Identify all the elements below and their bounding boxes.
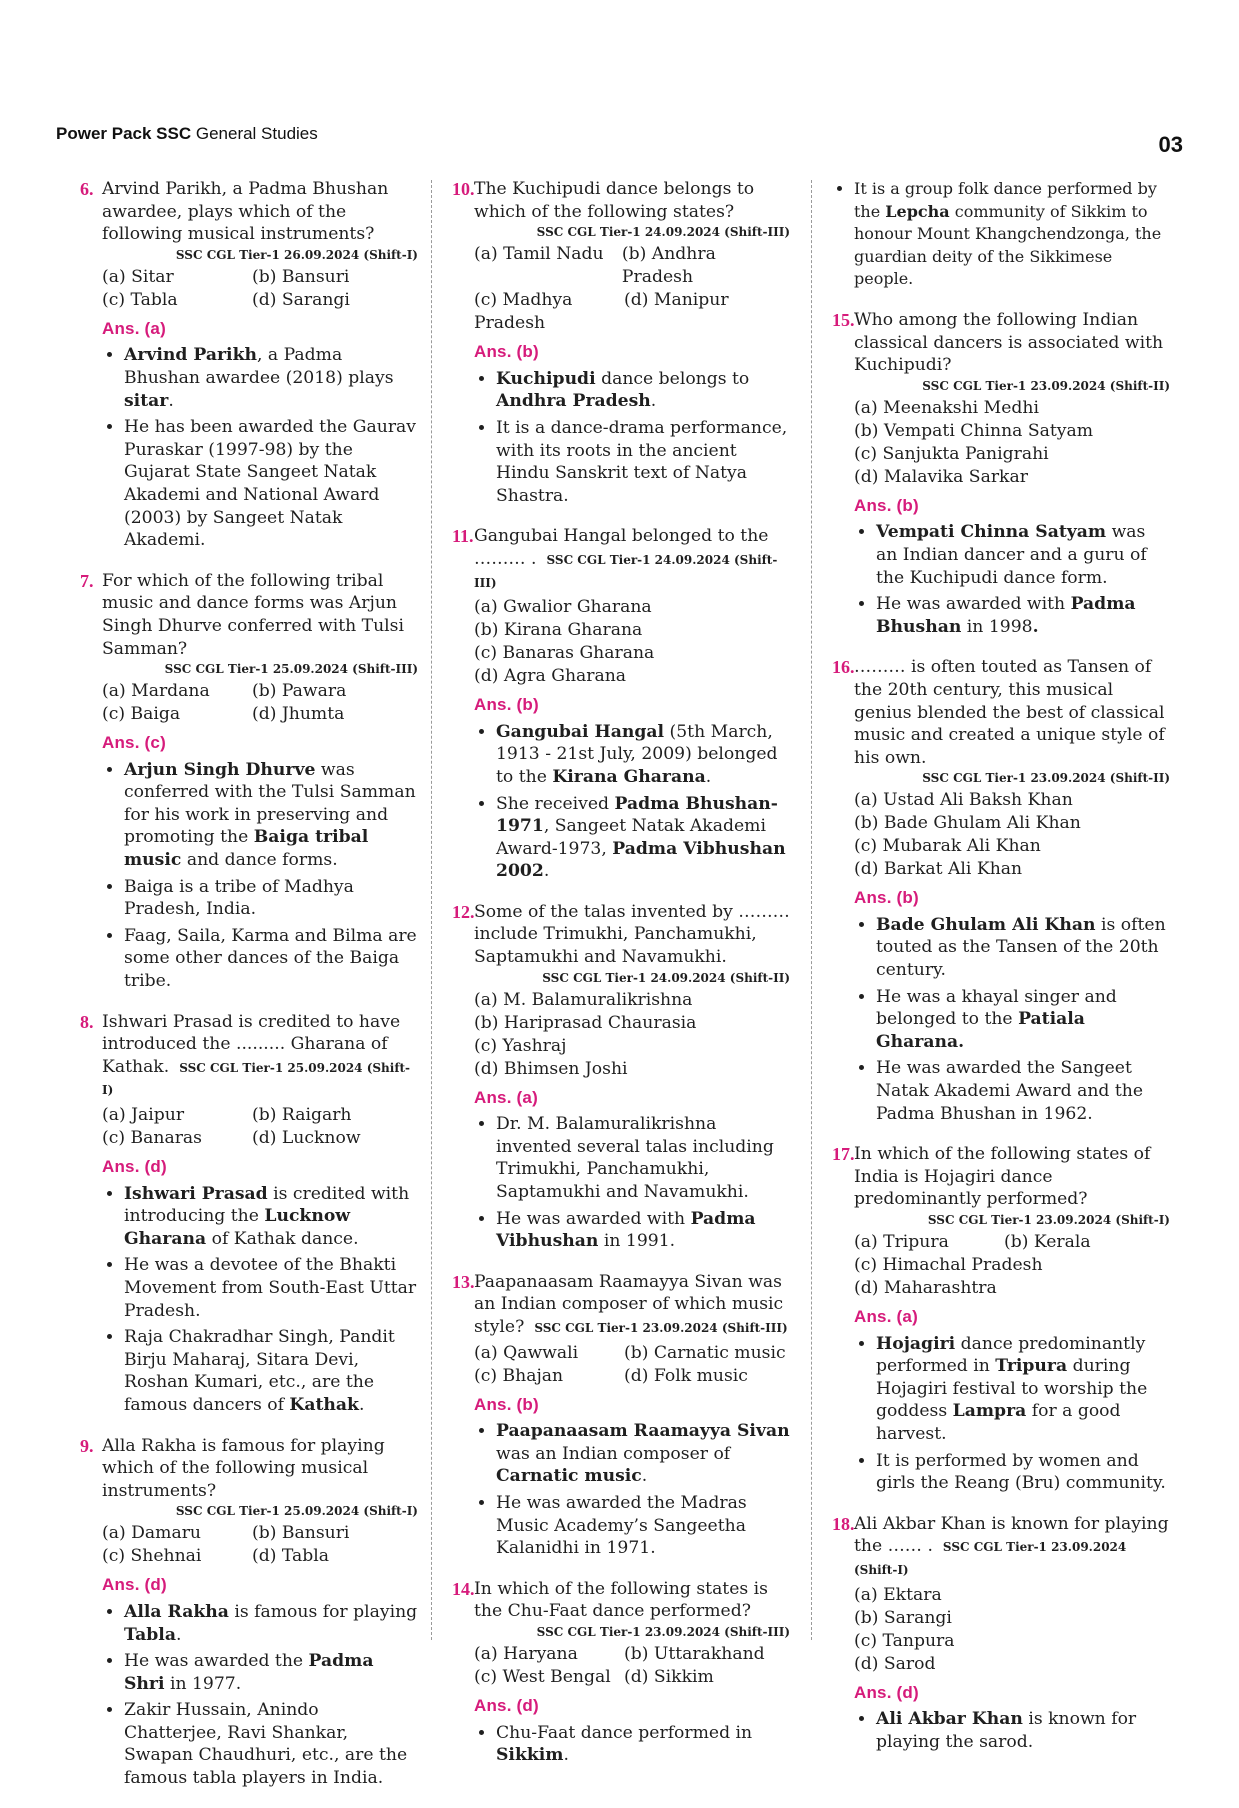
question-block	[80, 178, 418, 552]
question-block	[452, 525, 790, 883]
question-number: 12.	[452, 901, 475, 922]
explanation-list	[854, 914, 1170, 1125]
option: (d) Folk music	[624, 1365, 748, 1386]
option: (d) Sikkim	[624, 1666, 714, 1687]
question-text-body: Who among the following Indian classical dancers is associated with Kuchipudi?	[854, 309, 1164, 376]
question-text	[474, 901, 790, 986]
explanation-list	[102, 1183, 418, 1417]
option: (c) Banaras Gharana	[474, 643, 655, 664]
explanation-point: • Baiga is a tribe of Madhya Pradesh, India.	[124, 876, 418, 921]
explanation-list	[102, 1601, 418, 1790]
question-text-body: Ishwari Prasad is credited to have introduced the ......... Gharana of Kathak.	[102, 1011, 401, 1077]
page-number: 03	[1158, 132, 1183, 157]
exam-source: SSC CGL Tier-1 23.09.2024 (Shift-II)	[922, 378, 1170, 393]
answer-label: Ans. (a)	[102, 318, 166, 338]
option: (d) Agra Gharana	[474, 666, 627, 687]
option: (a) Ustad Ali Baksh Khan	[854, 790, 1073, 811]
question-block	[452, 1271, 790, 1560]
question-number: 16.	[832, 657, 855, 678]
options	[102, 1522, 418, 1568]
option: (c) Banaras	[102, 1128, 202, 1148]
exam-source: SSC CGL Tier-1 26.09.2024 (Shift-I)	[175, 247, 418, 262]
option-row	[474, 289, 790, 335]
explanation-list	[102, 759, 418, 993]
explanation-list	[102, 344, 418, 551]
explanation-point: • Gangubai Hangal (5th March, 1913 - 21st July, 2009) belonged to the Kirana Gharana.	[496, 721, 790, 789]
option: (d) Sarod	[854, 1653, 936, 1674]
answer-label: Ans. (a)	[474, 1087, 538, 1107]
explanation-point: • Vempati Chinna Satyam was an Indian dancer and a guru of the Kuchipudi dance form.	[876, 521, 1170, 589]
explanation-list	[474, 1722, 790, 1767]
column-middle	[452, 178, 790, 1771]
option: (a) Haryana	[474, 1643, 578, 1664]
option: (d) Maharashtra	[854, 1278, 997, 1298]
option-row	[854, 1231, 1170, 1254]
exam-source: SSC CGL Tier-1 25.09.2024 (Shift-I)	[102, 1060, 411, 1098]
option-row	[102, 680, 418, 703]
question-number: 9.	[80, 1435, 94, 1456]
explanation-point: • Kuchipudi dance belongs to Andhra Pradesh.	[496, 368, 790, 413]
options	[474, 989, 790, 1081]
option-row	[474, 243, 790, 289]
answer-label: Ans. (a)	[854, 1307, 918, 1326]
option: (b) Raigarh	[252, 1105, 352, 1125]
explanation-point: • Chu-Faat dance performed in Sikkim.	[496, 1722, 790, 1767]
exam-source: SSC CGL Tier-1 23.09.2024 (Shift-II)	[922, 771, 1170, 786]
subject-name: General Studies	[195, 124, 318, 143]
answer-label: Ans. (d)	[102, 1157, 167, 1176]
question-text	[854, 1143, 1170, 1228]
exam-source: SSC CGL Tier-1 23.09.2024 (Shift-I)	[927, 1213, 1170, 1227]
explanation-point: • It is a dance-drama performance, with its roots in the ancient Hindu Sanskrit text of Natya Shastra.	[496, 417, 790, 507]
option: (c) Sanjukta Panigrahi	[854, 443, 1049, 464]
option-row	[102, 1545, 418, 1568]
answer-label: Ans. (d)	[102, 1575, 167, 1595]
column-divider	[811, 180, 812, 1640]
option-row	[102, 1522, 418, 1545]
explanation-list	[474, 721, 790, 883]
explanation-point: • He was awarded the Sangeet Natak Akademi Award and the Padma Bhushan in 1962.	[876, 1057, 1170, 1125]
option: (a) Meenakshi Medhi	[854, 397, 1039, 418]
question-number: 13.	[452, 1271, 475, 1292]
answer-label: Ans. (b)	[474, 695, 539, 715]
explanation-list	[474, 368, 790, 508]
question-number: 18.	[832, 1513, 855, 1534]
option: (a) Gwalior Gharana	[474, 597, 652, 618]
option: (c) Tanpura	[854, 1630, 955, 1651]
options	[474, 243, 790, 335]
option-row	[474, 1365, 790, 1388]
answer-label: Ans. (d)	[474, 1695, 539, 1715]
question-block	[832, 1143, 1170, 1495]
explanation-point: • Paapanaasam Raamayya Sivan was an Indian composer of Carnatic music.	[496, 1420, 790, 1488]
question-block	[80, 570, 418, 993]
option: (b) Andhra Pradesh	[621, 244, 716, 288]
explanation-point: • She received Padma Bhushan-1971, Sangeet Natak Akademi Award-1973, Padma Vibhushan 2002.	[496, 793, 790, 883]
question-number: 14.	[452, 1578, 475, 1599]
question-number: 10.	[452, 179, 475, 199]
question-text	[474, 178, 790, 240]
question-text-body: In which of the following states of India is Hojagiri dance predominantly performed?	[854, 1144, 1151, 1210]
column-divider	[431, 180, 432, 1640]
question-text	[854, 656, 1170, 786]
question-text	[102, 1011, 418, 1101]
option: (a) Qawwali	[474, 1342, 579, 1363]
exam-source: SSC CGL Tier-1 24.09.2024 (Shift-II)	[542, 970, 790, 985]
option-row	[102, 1104, 418, 1127]
column-left	[80, 178, 418, 1808]
question-text	[474, 1578, 790, 1640]
explanation-point: • It is a group folk dance performed by the Lepcha community of Sikkim to honour Mount Khangchendzonga, the guardian deity of the Sikkimese people.	[854, 178, 1170, 291]
explanation-point: • He was a devotee of the Bhakti Movement from South-East Uttar Pradesh.	[124, 1254, 418, 1322]
running-header	[56, 124, 318, 144]
question-number: 17.	[832, 1144, 855, 1165]
option: (b) Kerala	[1004, 1232, 1091, 1252]
explanation-point: • He was awarded with Padma Bhushan in 1998.	[876, 593, 1170, 638]
option: (a) Damaru	[102, 1523, 201, 1544]
exam-source: SSC CGL Tier-1 23.09.2024 (Shift-I)	[854, 1540, 1127, 1577]
option: (a) Mardana	[102, 681, 210, 702]
answer-label: Ans. (d)	[854, 1682, 919, 1702]
question-text-body: Arvind Parikh, a Padma Bhushan awardee, plays which of the following musical instruments?	[102, 179, 389, 245]
explanation-point: • Ali Akbar Khan is known for playing the sarod.	[876, 1708, 1170, 1753]
option: (c) West Bengal	[474, 1666, 611, 1687]
question-text-body: Gangubai Hangal belonged to the ……… .	[474, 526, 769, 569]
exam-source: SSC CGL Tier-1 25.09.2024 (Shift-III)	[164, 662, 418, 677]
explanation-point: • Faag, Saila, Karma and Bilma are some other dances of the Baiga tribe.	[124, 925, 418, 993]
question-text	[102, 1435, 418, 1520]
column-right	[832, 178, 1170, 1771]
explanation-point: • Dr. M. Balamuralikrishna invented several talas including Trimukhi, Panchamukhi, Saptamukhi and Navamukhi.	[496, 1113, 790, 1203]
question-number: 15.	[832, 309, 855, 330]
option: (d) Tabla	[252, 1546, 329, 1567]
option: (a) Tamil Nadu	[474, 244, 604, 265]
question-number: 8.	[80, 1011, 94, 1032]
question-number: 11.	[452, 526, 474, 547]
option: (b) Uttarakhand	[624, 1643, 765, 1664]
options	[474, 1342, 790, 1388]
options	[474, 596, 790, 688]
option: (c) Madhya Pradesh	[474, 290, 573, 334]
option: (d) Sarangi	[252, 289, 350, 310]
question-block	[832, 656, 1170, 1125]
option-row	[102, 289, 418, 312]
question-number: 7.	[80, 570, 94, 591]
option: (b) Bansuri	[252, 1523, 350, 1544]
option: (d) Malavika Sarkar	[854, 466, 1028, 487]
explanation-list	[474, 1420, 790, 1560]
option: (d) Jhumta	[252, 704, 345, 725]
option: (a) Ektara	[854, 1584, 942, 1605]
explanation-point: • Ishwari Prasad is credited with introducing the Lucknow Gharana of Kathak dance.	[124, 1183, 418, 1251]
exam-source: SSC CGL Tier-1 23.09.2024 (Shift-III)	[536, 1624, 790, 1639]
option: (b) Bade Ghulam Ali Khan	[854, 813, 1081, 834]
question-number: 6.	[80, 179, 94, 199]
option: (b) Vempati Chinna Satyam	[854, 420, 1094, 441]
explanation-point: • It is performed by women and girls the Reang (Bru) community.	[876, 1450, 1170, 1495]
option: (d) Barkat Ali Khan	[854, 859, 1023, 880]
question-text-body: ……… is often touted as Tansen of the 20th century, this musical genius blended the best of classical music and created a unique style of his own.	[854, 657, 1165, 768]
option: (d) Bhimsen Joshi	[474, 1058, 628, 1079]
option: (a) M. Balamuralikrishna	[474, 989, 693, 1010]
option: (d) Manipur	[624, 290, 729, 311]
question-text	[102, 570, 418, 677]
question-block	[832, 309, 1170, 638]
exam-source: SSC CGL Tier-1 25.09.2024 (Shift-I)	[175, 1504, 418, 1519]
answer-label: Ans. (b)	[474, 342, 539, 362]
explanation-list	[854, 521, 1170, 638]
explanation-list	[474, 1113, 790, 1253]
option-row	[102, 1127, 418, 1150]
question-text-body: The Kuchipudi dance belongs to which of the following states?	[474, 179, 755, 222]
option: (c) Shehnai	[102, 1546, 202, 1567]
brand-name: Power Pack SSC	[56, 124, 192, 143]
option: (d) Lucknow	[252, 1128, 361, 1148]
explanation-point: • Hojagiri dance predominantly performed in Tripura during Hojagiri festival to worship the goddess Lampra for a good harvest.	[876, 1333, 1170, 1446]
option: (a) Jaipur	[102, 1105, 185, 1125]
options	[102, 680, 418, 726]
options	[854, 397, 1170, 489]
option: (a) Tripura	[854, 1232, 949, 1252]
question-block	[452, 1578, 790, 1767]
exam-source: SSC CGL Tier-1 24.09.2024 (Shift-III)	[474, 552, 778, 590]
question-block	[452, 901, 790, 1253]
question-block	[80, 1011, 418, 1417]
explanation-point: • Raja Chakradhar Singh, Pandit Birju Maharaj, Sitara Devi, Roshan Kumari, etc., are the famous dancers of Kathak.	[124, 1326, 418, 1416]
option-row	[102, 703, 418, 726]
exam-source: SSC CGL Tier-1 24.09.2024 (Shift-III)	[536, 225, 790, 240]
option: (b) Kirana Gharana	[474, 620, 643, 641]
explanation-list	[854, 1708, 1170, 1753]
explanation-point: • Zakir Hussain, Anindo Chatterjee, Ravi Shankar, Swapan Chaudhuri, etc., are the famous tabla players in India.	[124, 1699, 418, 1789]
explanation-point: • Alla Rakha is famous for playing Tabla.	[124, 1601, 418, 1646]
question-text-body: For which of the following tribal music and dance forms was Arjun Singh Dhurve conferred with Tulsi Samman?	[102, 570, 404, 659]
question-text	[474, 525, 790, 593]
option: (b) Carnatic music	[624, 1342, 786, 1363]
options	[102, 266, 418, 312]
explanation-point: • Bade Ghulam Ali Khan is often touted as the Tansen of the 20th century.	[876, 914, 1170, 982]
option: (c) Baiga	[102, 704, 181, 725]
question-text	[474, 1271, 790, 1339]
option-row	[474, 1666, 790, 1689]
answer-label: Ans. (c)	[102, 733, 166, 753]
explanation-point: • He has been awarded the Gaurav Puraskar (1997-98) by the Gujarat State Sangeet Natak Akademi and National Award (2003) by Sangeet Natak Akademi.	[124, 416, 418, 552]
explanation-point: • Arvind Parikh, a Padma Bhushan awardee (2018) plays sitar.	[124, 344, 418, 412]
option: (c) Mubarak Ali Khan	[854, 836, 1041, 857]
option: (b) Hariprasad Chaurasia	[474, 1012, 697, 1033]
option: (a) Sitar	[102, 266, 174, 287]
option: (b) Sarangi	[854, 1607, 952, 1628]
answer-label: Ans. (b)	[474, 1394, 539, 1414]
question-text	[854, 309, 1170, 394]
options	[854, 789, 1170, 881]
explanation-point: • He was awarded the Madras Music Academy’s Sangeetha Kalanidhi in 1971.	[496, 1492, 790, 1560]
question-block	[80, 1435, 418, 1790]
question-text-body: Paapanaasam Raamayya Sivan was an Indian composer of which music style?	[474, 1271, 784, 1337]
question-text	[854, 1513, 1170, 1581]
options	[102, 1104, 418, 1150]
explanation-point: • He was a khayal singer and belonged to the Patiala Gharana.	[876, 986, 1170, 1054]
options	[854, 1584, 1170, 1676]
option-row	[474, 1342, 790, 1365]
question-text	[102, 178, 418, 263]
explanation-list-continued	[832, 178, 1170, 291]
option-row	[474, 1643, 790, 1666]
option: (b) Bansuri	[252, 266, 350, 287]
question-block	[452, 178, 790, 507]
option: (c) Yashraj	[474, 1035, 567, 1056]
exam-source: SSC CGL Tier-1 23.09.2024 (Shift-III)	[534, 1321, 788, 1335]
options	[854, 1231, 1170, 1300]
question-text-body: Alla Rakha is famous for playing which of the following musical instruments?	[102, 1435, 385, 1501]
option: (c) Bhajan	[474, 1365, 564, 1386]
answer-label: Ans. (b)	[854, 495, 919, 515]
question-text-body: In which of the following states is the Chu-Faat dance performed?	[474, 1578, 768, 1622]
answer-label: Ans. (b)	[854, 888, 919, 908]
option: (c) Himachal Pradesh	[854, 1255, 1043, 1275]
option: (c) Tabla	[102, 289, 178, 310]
explanation-point: • He was awarded with Padma Vibhushan in 1991.	[496, 1208, 790, 1253]
explanation-list	[854, 1333, 1170, 1495]
question-block	[832, 1513, 1170, 1754]
explanation-point: • He was awarded the Padma Shri in 1977.	[124, 1650, 418, 1695]
question-text-body: Some of the talas invented by ……… include Trimukhi, Panchamukhi, Saptamukhi and Navamukhi.	[474, 901, 790, 968]
option-row	[102, 266, 418, 289]
question-text-body: Ali Akbar Khan is known for playing the …… .	[854, 1513, 1169, 1557]
option: (b) Pawara	[252, 681, 347, 702]
options	[474, 1643, 790, 1689]
explanation-point: • Arjun Singh Dhurve was conferred with the Tulsi Samman for his work in preserving and promoting the Baiga tribal music and dance forms.	[124, 759, 418, 872]
